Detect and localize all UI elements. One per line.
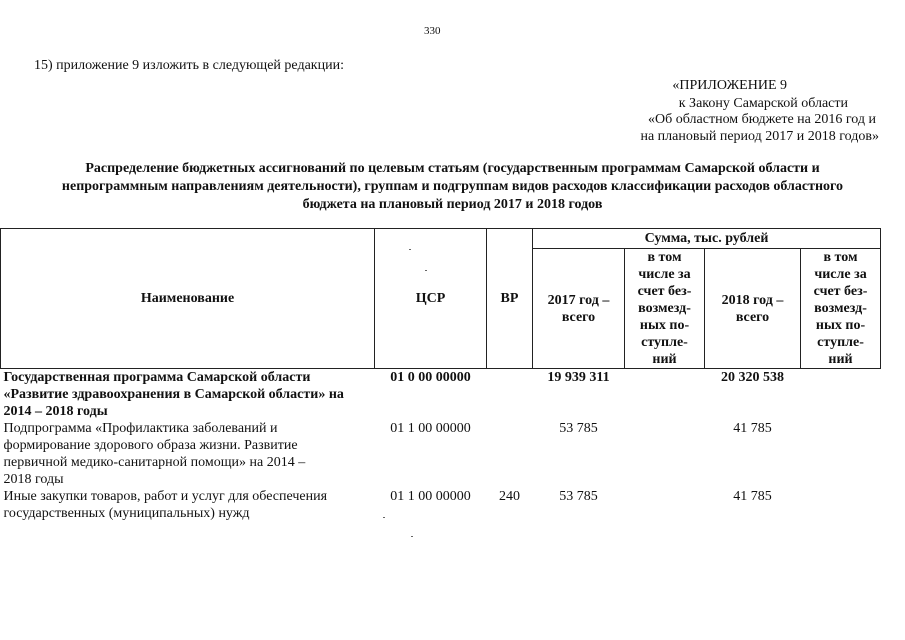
appendix-line-1: «ПРИЛОЖЕНИЕ 9	[672, 78, 787, 93]
row-gratis-2017	[625, 420, 705, 488]
row-gratis-2017	[625, 488, 705, 524]
page-number: 330	[424, 25, 441, 37]
title-line-2: непрограммным направлениям деятельности), группам и подгруппам видов расходов классификации расходов областного	[61, 179, 844, 194]
header-gratis-2018: в том числе за счет без-возмезд-ных по-ступле-ний	[801, 249, 881, 369]
row-total-2018: 41 785	[733, 421, 772, 436]
header-gratis-2017: в том числе за счет без-возмезд-ных по-ступле-ний	[625, 249, 705, 369]
title-line-1: Распределение бюджетных ассигнований по целевым статьям (государственным программам Самарской области и	[85, 161, 820, 176]
header-total-2018: 2018 год – всего	[705, 249, 801, 369]
table-row	[1, 369, 881, 421]
header-vr: ВР	[487, 229, 533, 369]
table-row	[1, 420, 881, 488]
row-name: Государственная программа Самарской области «Развитие здравоохранения в Самарской области» на 2014 – 2018 годы	[3, 370, 344, 419]
row-total-2018: 41 785	[733, 489, 772, 504]
budget-table	[0, 228, 881, 524]
row-csr: 01 0 00 00000	[390, 370, 471, 385]
row-vr	[487, 420, 533, 488]
row-csr: 01 1 00 00000	[390, 421, 471, 436]
row-name: Иные закупки товаров, работ и услуг для обеспечения государственных (муниципальных) нужд	[3, 489, 328, 521]
header-name: Наименование	[1, 229, 375, 369]
table-row	[1, 488, 881, 524]
row-total-2017: 53 785	[559, 421, 598, 436]
row-vr: 240	[499, 489, 520, 504]
row-gratis-2018	[801, 488, 881, 524]
row-vr	[487, 369, 533, 421]
appendix-line-3: «Об областном бюджете на 2016 год и	[648, 112, 876, 127]
intro-text: 15) приложение 9 изложить в следующей редакции:	[34, 58, 344, 73]
row-total-2017: 19 939 311	[547, 370, 610, 385]
header-total-2017: 2017 год – всего	[533, 249, 625, 369]
header-sum-group: Сумма, тыс. рублей	[533, 229, 881, 249]
appendix-line-2: к Закону Самарской области	[678, 96, 848, 111]
title-line-3: бюджета на плановый период 2017 и 2018 годов	[302, 197, 603, 212]
row-gratis-2017	[625, 369, 705, 421]
row-name: Подпрограмма «Профилактика заболеваний и формирование здорового образа жизни. Развитие первичной медико-санитарной помощи» на 2014 – 2018 годы	[3, 421, 306, 487]
row-total-2018: 20 320 538	[721, 370, 784, 385]
row-csr: 01 1 00 00000	[390, 489, 471, 504]
appendix-line-4: на плановый период 2017 и 2018 годов»	[640, 129, 879, 144]
scan-speck	[411, 536, 413, 537]
header-csr: ЦСР	[375, 229, 487, 369]
row-gratis-2018	[801, 420, 881, 488]
document-title	[0, 160, 905, 214]
row-gratis-2018	[801, 369, 881, 421]
row-total-2017: 53 785	[559, 489, 598, 504]
